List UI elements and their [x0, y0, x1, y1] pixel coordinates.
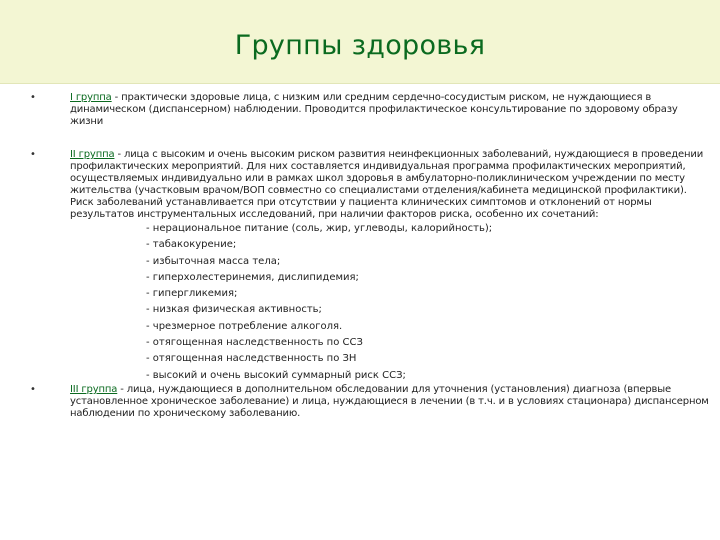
risk-factor-item: - высокий и очень высокий суммарный риск ССЗ;: [146, 369, 406, 381]
group-2-label: II группа: [70, 149, 115, 160]
group-1-item: [30, 92, 710, 128]
risk-factor-item: - чрезмерное потребление алкоголя.: [146, 320, 343, 332]
risk-factor-item: - табакокурение;: [146, 239, 237, 251]
risk-factor-item: - гипергликемия;: [146, 288, 238, 300]
risk-factor-list: [70, 221, 710, 384]
bullet-icon: •: [30, 92, 36, 103]
bullet-icon: •: [30, 149, 36, 160]
risk-factor-item: - низкая физическая активность;: [146, 304, 322, 316]
risk-factor-item: - отягощенная наследственность по ССЗ: [146, 337, 363, 349]
group-3-paragraph: [70, 384, 710, 420]
group-1-label: I группа: [70, 92, 112, 103]
bullet-icon: •: [30, 383, 36, 395]
page-title: Группы здоровья: [234, 30, 486, 61]
risk-factor-item: - отягощенная наследственность по ЗН: [146, 353, 357, 365]
title-band: [0, 0, 720, 84]
group-1-text: - практически здоровые лица, с низким или средним сердечно-сосудистым риском, не нуждающиеся в динамическом (диспансерном) наблюдении. Проводится профилактическое консультирование по здоровому образу жизни: [70, 92, 678, 127]
risk-factor-item: - гиперхолестеринемия, дислипидемия;: [146, 271, 359, 283]
group-2-text: - лица с высоким и очень высоким риском развития неинфекционных заболеваний, нуждающиеся в проведении профилактических мероприятий. Для них составляется индивидуальная программа профилактических мероприятий, осуществляемых индивидуально или в рамках школ здоровья в амбулаторно-поликлиническом учреждении по месту жительства (участковым врачом/ВОП совместно со специалистами отделения/кабинета медицинской профилактики). Риск заболеваний устанавливается при отсутствии у пациента клинических симптомов и отклонений от нормы результатов инструментальных исследований, при наличии факторов риска, особенно их сочетаний:: [70, 149, 704, 220]
group-3-label: III группа: [70, 383, 118, 395]
group-2-paragraph: [70, 149, 710, 221]
group-3-item: [30, 384, 710, 420]
group-3-text: - лица, нуждающиеся в дополнительном обследовании для уточнения (установления) диагноза (впервые установленное хроническое заболевание) и лица, нуждающиеся в лечении (в т.ч. и в условиях стационара) диспансерном наблюдении по хроническому заболеванию.: [70, 383, 709, 419]
risk-factor-item: - нерациональное питание (соль, жир, углеводы, калорийность);: [146, 223, 493, 234]
risk-factor-item: - избыточная масса тела;: [146, 255, 281, 267]
group-1-paragraph: [70, 92, 710, 128]
group-2-item: [30, 149, 710, 384]
content-area: [30, 92, 710, 420]
